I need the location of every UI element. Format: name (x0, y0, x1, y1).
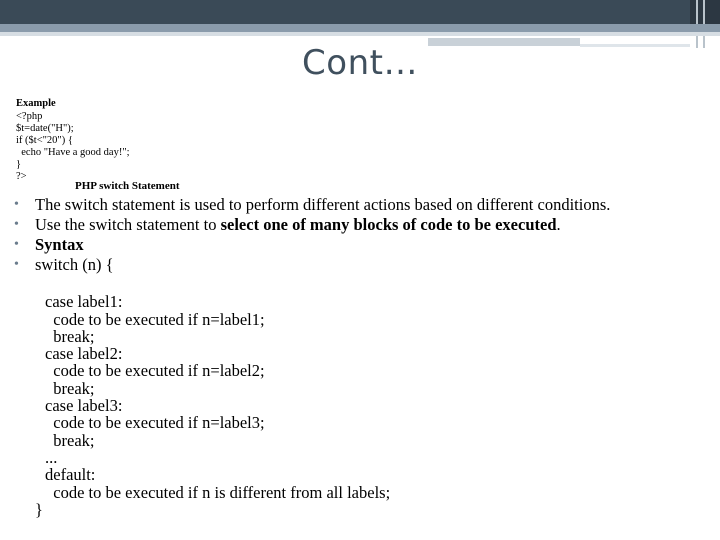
bullet-item (14, 195, 610, 215)
code-line: case label1: (45, 292, 123, 312)
bullet-item (14, 235, 610, 255)
bullet-icon: • (14, 257, 19, 272)
code-line: code to be executed if n=label3; (45, 413, 265, 433)
bullet-icon: • (14, 197, 19, 212)
bullet-text: . (556, 215, 561, 234)
example-line: if ($t<"20") { (16, 135, 73, 146)
example-block (16, 98, 130, 183)
section-caption: PHP switch Statement (75, 180, 180, 192)
header-bar-corner (690, 0, 720, 24)
bullet-text-bold: Syntax (35, 235, 84, 254)
slide-title: Cont… (302, 43, 418, 83)
code-line: break; (45, 430, 95, 450)
code-line: code to be executed if n=label1; (45, 309, 265, 329)
code-line: break; (45, 378, 95, 398)
code-line: code to be executed if n is different from all labels; (45, 482, 391, 502)
example-line: echo "Have a good day!"; (16, 147, 130, 158)
bullet-icon: • (14, 217, 19, 232)
example-line: <?php (16, 111, 43, 122)
bullet-item (14, 215, 610, 235)
code-line: case label3: (45, 396, 123, 416)
example-line: ?> (16, 171, 27, 182)
example-line: } (16, 159, 22, 170)
code-block (35, 276, 390, 535)
bullet-list (14, 195, 610, 275)
example-line: $t=date("H"); (16, 123, 74, 134)
code-line: ... (45, 447, 58, 467)
header-bar (0, 0, 720, 24)
bullet-icon: • (14, 237, 19, 252)
code-line: code to be executed if n=label2; (45, 361, 265, 381)
bullet-text: switch (n) { (35, 255, 114, 274)
bullet-text: Use the switch statement to (35, 215, 221, 234)
example-heading: Example (16, 98, 56, 109)
bullet-text: The switch statement is used to perform different actions based on different conditions. (35, 195, 611, 214)
code-line: } (35, 499, 43, 519)
bullet-text-bold: select one of many blocks of code to be executed (220, 215, 557, 234)
code-line: case label2: (45, 344, 123, 364)
code-line: default: (45, 465, 96, 485)
code-line: break; (45, 326, 95, 346)
accent-band-light (0, 32, 720, 36)
accent-band (0, 24, 720, 32)
bullet-item (14, 255, 610, 275)
